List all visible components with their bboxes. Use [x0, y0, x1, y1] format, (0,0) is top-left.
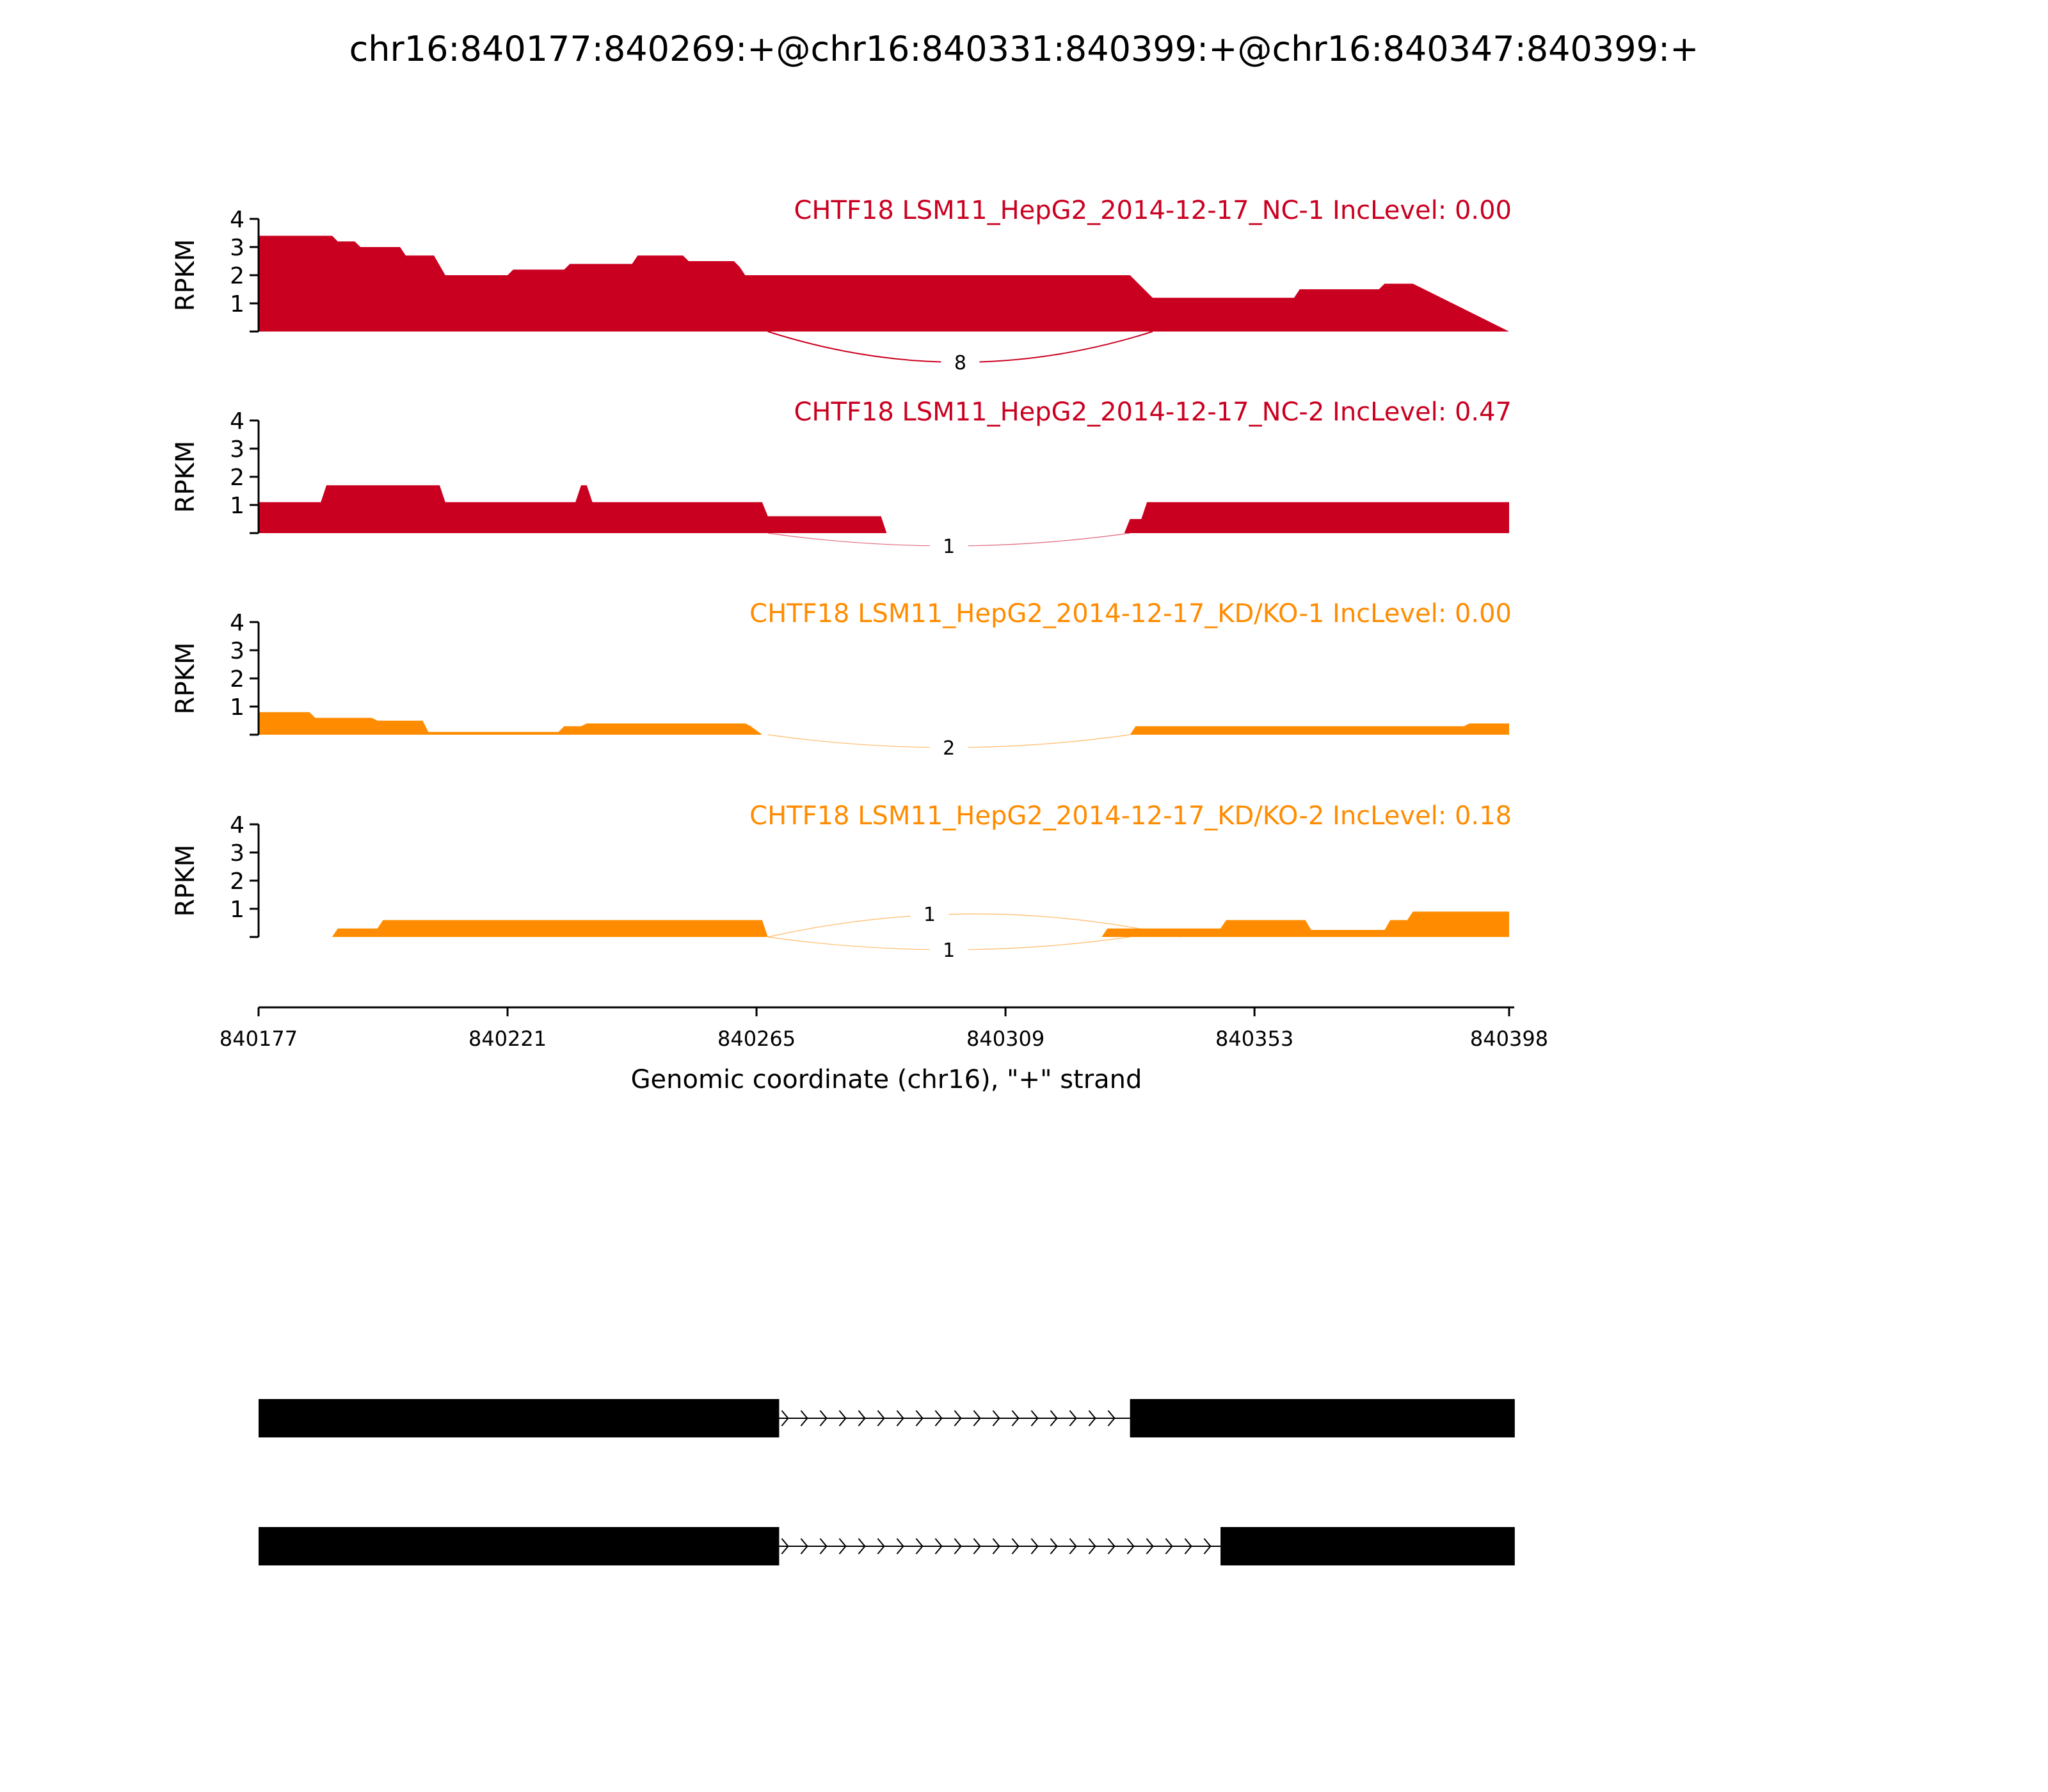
junction-arc	[768, 533, 1130, 558]
x-tick-label: 840398	[1469, 1027, 1549, 1051]
y-tick-label: 4	[230, 408, 244, 435]
junction-count: 1	[943, 536, 956, 558]
y-tick-label: 3	[230, 235, 244, 261]
track-label: CHTF18 LSM11_HepG2_2014-12-17_NC-2 IncLevel: 0.47	[794, 397, 1512, 427]
y-tick-label: 3	[230, 840, 244, 867]
junction-arc	[768, 332, 1153, 374]
exon-block	[259, 1399, 779, 1437]
y-tick-label: 1	[230, 897, 244, 923]
coverage-area	[259, 712, 1509, 735]
coverage-track	[171, 397, 1512, 533]
y-tick-label: 4	[230, 812, 244, 838]
x-tick-label: 840221	[468, 1027, 547, 1051]
junction-count: 1	[943, 940, 956, 962]
junction-arc	[768, 937, 1130, 962]
y-axis-label: RPKM	[171, 642, 200, 715]
coverage-area	[259, 236, 1509, 332]
y-axis-label: RPKM	[171, 844, 200, 917]
x-tick-label: 840309	[966, 1027, 1045, 1051]
y-tick-label: 1	[230, 291, 244, 317]
coverage-track	[171, 196, 1512, 332]
y-tick-label: 4	[230, 207, 244, 233]
junction-arc	[768, 735, 1130, 760]
coverage-track	[171, 801, 1512, 937]
x-tick-label: 840265	[717, 1027, 796, 1051]
y-tick-label: 3	[230, 638, 244, 664]
coverage-tracks	[171, 196, 1512, 962]
y-tick-label: 1	[230, 694, 244, 721]
track-label: CHTF18 LSM11_HepG2_2014-12-17_KD/KO-2 IncLevel: 0.18	[749, 801, 1512, 831]
x-tick-label: 840177	[219, 1027, 298, 1051]
track-label: CHTF18 LSM11_HepG2_2014-12-17_NC-1 IncLevel: 0.00	[794, 196, 1512, 225]
figure-title: chr16:840177:840269:+@chr16:840331:840399:+@chr16:840347:840399:+	[349, 29, 1699, 69]
x-axis	[220, 1007, 1548, 1051]
y-tick-label: 2	[230, 465, 244, 491]
junction-count: 1	[923, 904, 936, 926]
coverage-area	[259, 911, 1509, 937]
isoform	[259, 1399, 1515, 1437]
y-tick-label: 4	[230, 610, 244, 636]
y-tick-label: 2	[230, 263, 244, 289]
junction-count: 8	[954, 352, 966, 374]
coverage-track	[171, 599, 1512, 735]
exon-block	[1130, 1399, 1515, 1437]
coverage-area	[259, 485, 1509, 533]
exon-block	[1220, 1527, 1515, 1565]
x-tick-label: 840353	[1215, 1027, 1294, 1051]
y-axis-label: RPKM	[171, 440, 200, 513]
exon-block	[259, 1527, 779, 1565]
isoform-models	[259, 1399, 1515, 1565]
x-axis-label: Genomic coordinate (chr16), "+" strand	[630, 1065, 1142, 1094]
y-tick-label: 2	[230, 868, 244, 895]
junction-count: 2	[943, 737, 956, 760]
track-label: CHTF18 LSM11_HepG2_2014-12-17_KD/KO-1 IncLevel: 0.00	[749, 599, 1512, 628]
y-tick-label: 2	[230, 666, 244, 692]
y-tick-label: 3	[230, 436, 244, 463]
y-tick-label: 1	[230, 493, 244, 519]
y-axis-label: RPKM	[171, 239, 200, 312]
isoform	[259, 1527, 1515, 1565]
